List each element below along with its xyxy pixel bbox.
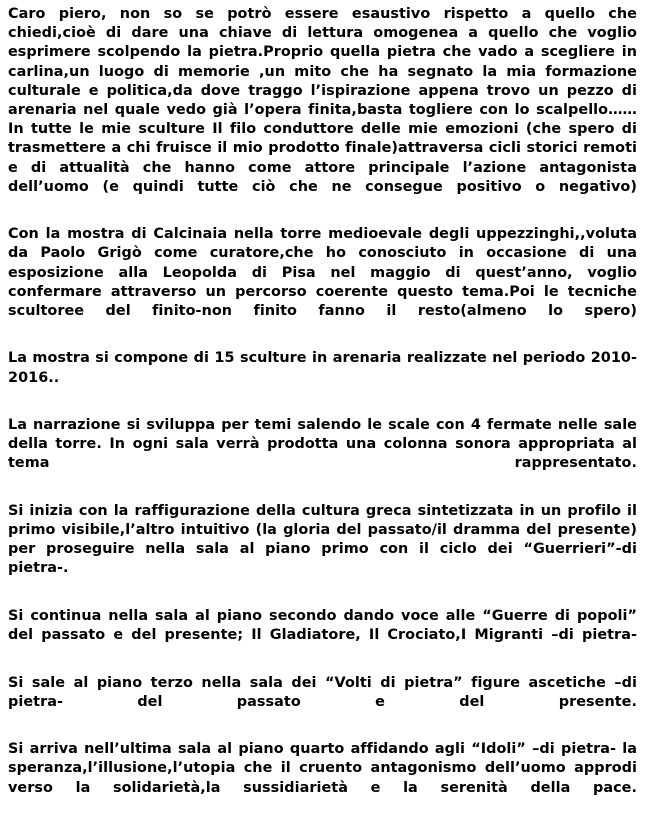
- paragraph-intro-letter: Caro piero, non so se potrò essere esaustivo rispetto a quello che chiedi,cioè di dare una chiave di lettura omogenea a quello che voglio esprimere scolpendo la pietra.Proprio quella pietra che vado a scegliere in carlina,un luogo di memorie ,un mito che ha segnato la mia formazione culturale e politica,da dove traggo l’ispirazione appena trovo un pezzo di arenaria nel quale vedo già l’opera finita,basta togliere con lo scalpello……In tutte le mie sculture Il filo conduttore delle mie emozioni (che spero di trasmettere a chi fruisce il mio prodotto finale)attraversa cicli storici remoti e di attualità che hanno come attore principale l’azione antagonista dell’uomo (e quindi tutte ciò che ne consegue positivo o negativo): [8, 6, 637, 195]
- paragraph-composizione-mostra: La mostra si compone di 15 sculture in arenaria realizzate nel periodo 2010-2016..: [8, 350, 637, 386]
- paragraph-mostra-calcinaia: Con la mostra di Calcinaia nella torre medioevale degli uppezzinghi,,voluta da Paolo Grigò come curatore,che ho conosciuto in occasione di una esposizione alla Leopolda di Pisa nel maggio di quest’anno, voglio confermare attraverso un percorso coerente questo tema.Poi le tecniche scultoree del finito-non finito fanno il resto(almeno lo spero): [8, 226, 637, 320]
- paragraph-sala-cultura-greca: Si inizia con la raffigurazione della cultura greca sintetizzata in un profilo il primo visibile,l’altro intuitivo (la gloria del passato/il dramma del presente) per proseguire nella sala al piano primo con il ciclo dei “Guerrieri”-di pietra-.: [8, 502, 637, 577]
- paragraph-sala-guerre-di-popoli: Si continua nella sala al piano secondo dando voce alle “Guerre di popoli” del passato e del presente; Il Gladiatore, Il Crociato,I Migranti –di pietra-: [8, 607, 637, 644]
- paragraph-narrazione-temi: La narrazione si sviluppa per temi salendo le scale con 4 fermate nelle sale della torre. In ogni sala verrà prodotta una colonna sonora appropriata al tema rappresentato.: [8, 417, 637, 472]
- paragraph-sala-volti-di-pietra: Si sale al piano terzo nella sala dei “Volti di pietra” figure ascetiche –di pietra- del passato e del presente.: [8, 674, 637, 710]
- paragraph-sala-idoli: Si arriva nell’ultima sala al piano quarto affidando agli “Idoli” –di pietra- la speranza,l’illusione,l’utopia che il cruento antagonismo dell’uomo approdi verso la solidarietà,la sussidiarietà e la serenità della pace.: [8, 741, 637, 796]
